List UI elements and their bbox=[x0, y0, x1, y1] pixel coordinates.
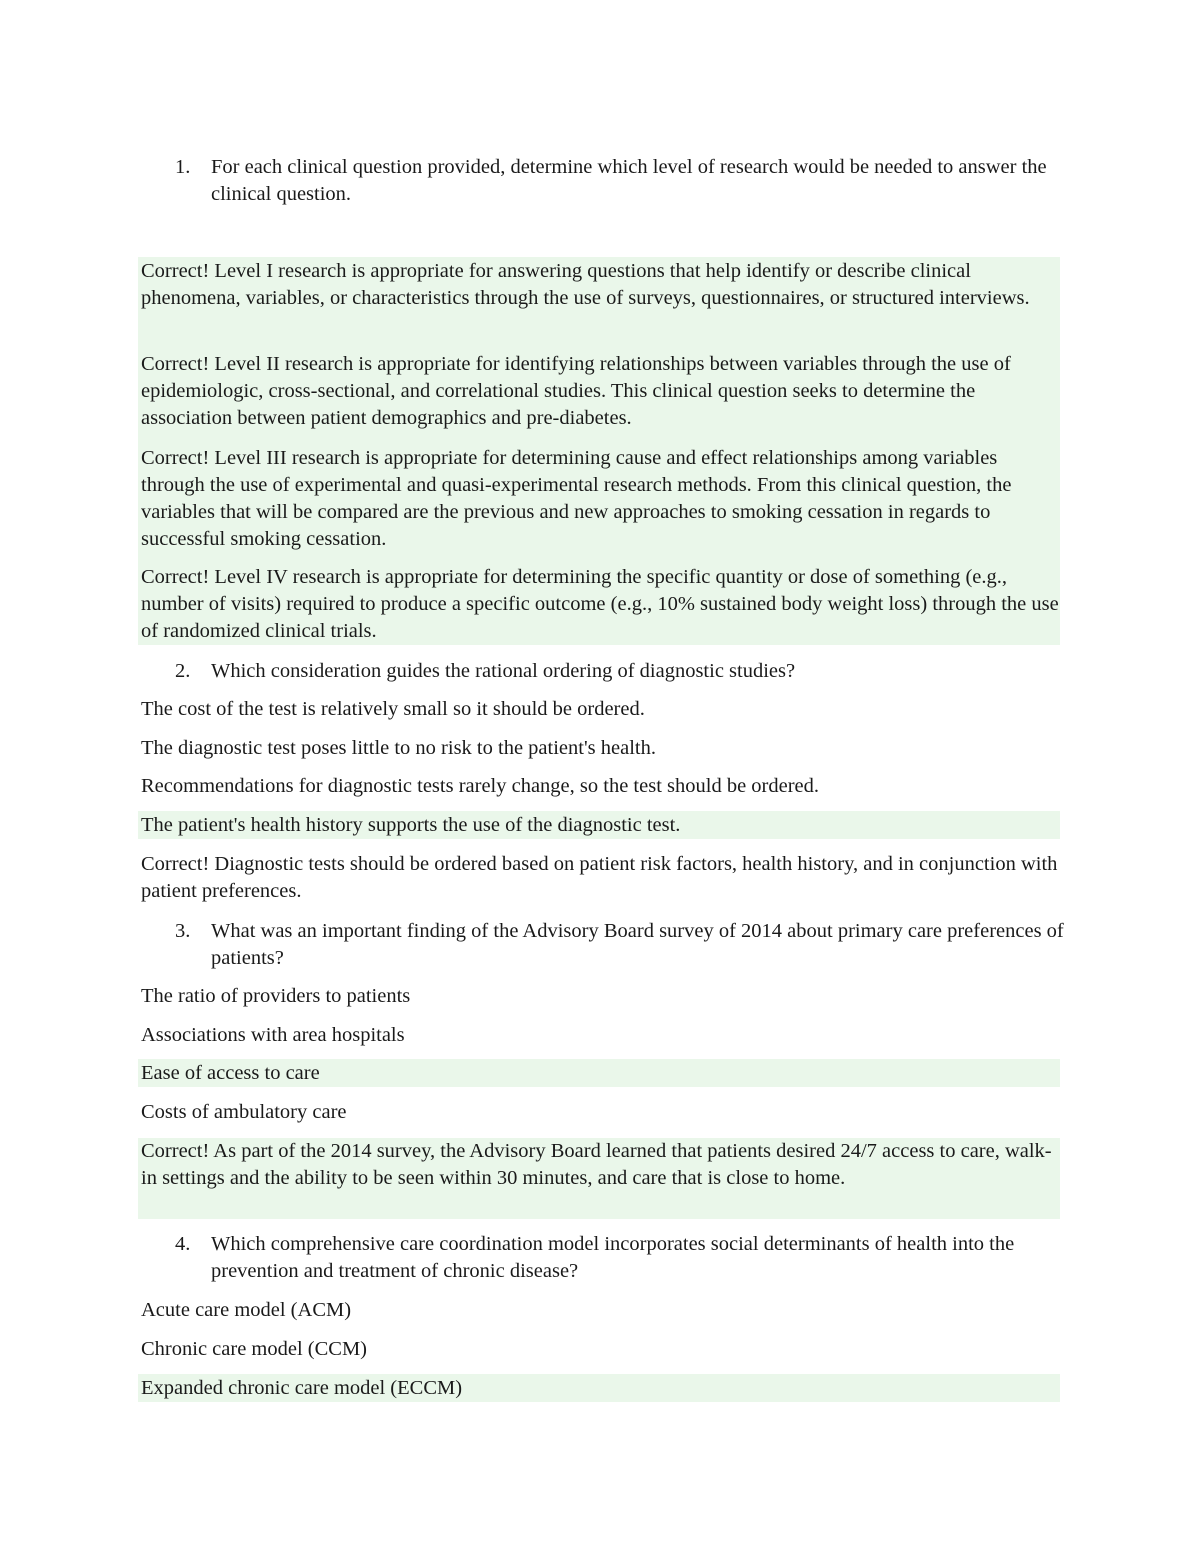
answer-option: Recommendations for diagnostic tests rarely change, so the test should be ordered. bbox=[141, 775, 820, 797]
question-1 bbox=[175, 154, 1065, 208]
question-number: 1. bbox=[175, 156, 191, 178]
answer-option: The ratio of providers to patients bbox=[141, 985, 411, 1007]
question-text: For each clinical question provided, determine which level of research would be needed to answer the clinical question. bbox=[211, 156, 1047, 205]
answer-option: The cost of the test is relatively small so it should be ordered. bbox=[141, 698, 645, 720]
answer-option-correct: Expanded chronic care model (ECCM) bbox=[141, 1377, 463, 1399]
question-text: Which comprehensive care coordination model incorporates social determinants of health into the prevention and treatment of chronic disease? bbox=[211, 1233, 1015, 1282]
answer-option-correct: Ease of access to care bbox=[141, 1062, 320, 1084]
question-4 bbox=[175, 1231, 1065, 1285]
feedback-level-4: Correct! Level IV research is appropriate for determining the specific quantity or dose of something (e.g., number of visits) required to produce a specific outcome (e.g., 10% sustained body weight loss) through the use of randomized clinical trials. bbox=[141, 566, 1059, 642]
answer-option: Acute care model (ACM) bbox=[141, 1299, 352, 1321]
feedback-level-3: Correct! Level III research is appropriate for determining cause and effect relationships among variables through the use of experimental and quasi-experimental research methods. From this clinical question, the variables that will be compared are the previous and new approaches to smoking cessation in regards to successful smoking cessation. bbox=[141, 447, 1012, 550]
answer-option: Chronic care model (CCM) bbox=[141, 1338, 368, 1360]
feedback-text: Correct! Diagnostic tests should be ordered based on patient risk factors, health history, and in conjunction with patient preferences. bbox=[141, 853, 1058, 902]
question-3 bbox=[175, 918, 1065, 972]
feedback-level-1: Correct! Level I research is appropriate for answering questions that help identify or describe clinical phenomena, variables, or characteristics through the use of surveys, questionnaires, or structured interviews. bbox=[141, 260, 1030, 309]
feedback-text: Correct! As part of the 2014 survey, the Advisory Board learned that patients desired 24/7 access to care, walk-in settings and the ability to be seen within 30 minutes, and care that is close to home. bbox=[141, 1140, 1052, 1189]
answer-option-correct: The patient's health history supports the use of the diagnostic test. bbox=[141, 814, 681, 836]
question-text: What was an important finding of the Advisory Board survey of 2014 about primary care preferences of patients? bbox=[211, 920, 1064, 969]
question-2 bbox=[175, 658, 1065, 685]
question-number: 2. bbox=[175, 660, 191, 682]
answer-option: The diagnostic test poses little to no risk to the patient's health. bbox=[141, 737, 656, 759]
feedback-level-2: Correct! Level II research is appropriate for identifying relationships between variables through the use of epidemiologic, cross-sectional, and correlational studies. This clinical question seeks to determine the association between patient demographics and pre-diabetes. bbox=[141, 353, 1011, 429]
question-text: Which consideration guides the rational ordering of diagnostic studies? bbox=[211, 660, 796, 682]
question-number: 3. bbox=[175, 920, 191, 942]
answer-option: Costs of ambulatory care bbox=[141, 1101, 347, 1123]
answer-option: Associations with area hospitals bbox=[141, 1024, 405, 1046]
question-number: 4. bbox=[175, 1233, 191, 1255]
